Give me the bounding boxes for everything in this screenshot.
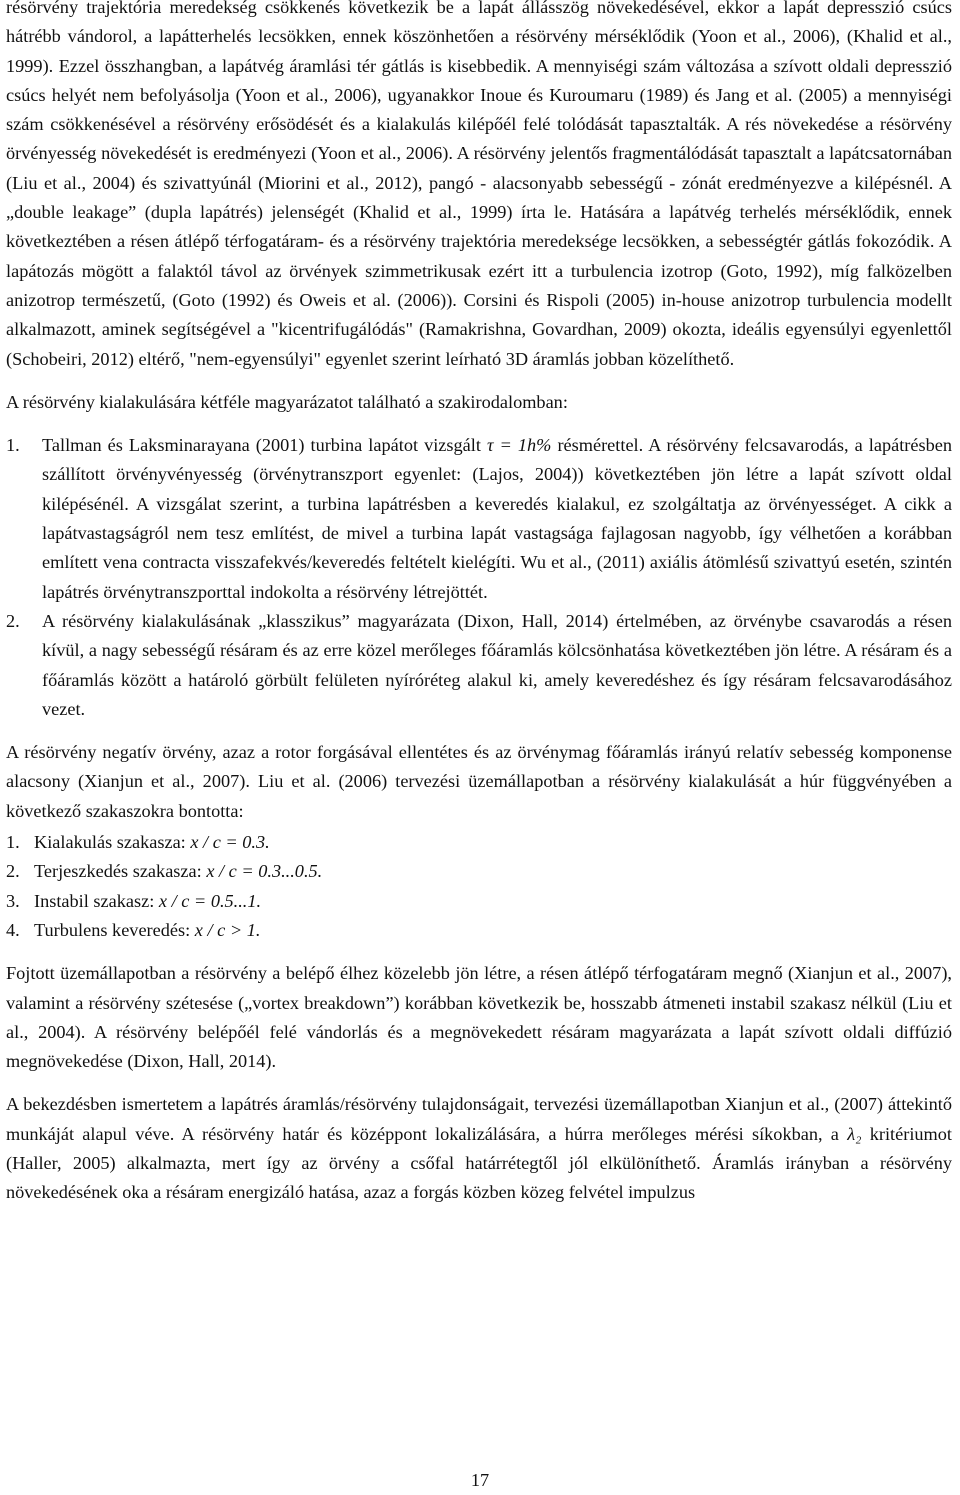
stage-item <box>6 828 952 857</box>
paragraph-text-before: A bekezdésben ismertetem a lapátrés áramlás/résörvény tulajdonságait, tervezési üzemállapotban Xianjun et al., (2007) áttekintő munkáját alapul véve. A résörvény határ és középpont lokalizálására, a húrra merőleges mérési síkokban, a <box>6 1094 952 1144</box>
text-column <box>6 0 952 1208</box>
list-item <box>6 431 952 607</box>
stage-formula: x / c = 0.3. <box>190 832 270 853</box>
list-item-text-before: Tallman és Laksminarayana (2001) turbina lapátot vizsgált <box>42 435 481 456</box>
paragraph-throttled-operation: Fojtott üzemállapotban a résörvény a belépő élhez közelebb jön létre, a résen átlépő térfogatáram megnő (Xianjun et al., 2007), valamint a résörvény szétesése („vortex breakdown”) korábban következik be, hosszabb átmeneti instabil szakasz nélkül (Liu et al., 2004). A résörvény belépőél felé vándorlás és a megnövekedett résáram magyarázata a lapát szívott oldali diffúzió megnövekedése (Dixon, Hall, 2014). <box>6 963 952 1072</box>
stage-item <box>6 887 952 916</box>
paragraph-section-summary <box>6 1090 952 1207</box>
page-number: 17 <box>470 1470 490 1490</box>
paragraph-text-after: kritériumot (Haller, 2005) alkalmazta, mert így az örvény a csőfal határrétegtől jól elkülöníthető. Áramlás irányban a résörvény növekedésének oka a résáram energizáló hatása, azaz a forgás közben közeg felvétel impulzus <box>6 1123 952 1203</box>
paragraph-tip-vortex-literature: résörvény trajektória meredekség csökkenés következik be a lapát állásszög növekedésével, ekkor a lapát depresszió csúcs hátrébb vándorol, a lapátterhelés lecsökken, ennek köszönhetően a résörvény mérséklődik (Yoon et al., 2006), (Khalid et al., 1999). Ezzel összhangban, a lapátvég áramlási tér gátlás is kisebbedik. A mennyiségi szám változása a szívott oldali depresszió csúcs helyét nem befolyásolja (Yoon et al., 2006), ugyanakkor Inoue és Kuroumaru (1989) és Jang et al. (2005) a mennyiségi szám csökkenésével a résörvény erősödését és a kialakulás kilépőél felé tolódását tapasztalták. A rés növekedése a résörvény örvényesség növekedését is eredményezi (Yoon et al., 2006). A résörvény jelentős fragmentálódását tapasztalt a lapátcsatornában (Liu et al., 2004) és szivattyúnál (Miorini et al., 2012), pangó - alacsonyabb sebességű - zónát eredményezve a kilépésnél. A „double leakage” (dupla lapátrés) jelenségét (Khalid et al., 1999) írta le. Hatására a lapátvég terhelés mérséklődik, ennek következtében a résen átlépő térfogatáram- és a résörvény trajektória meredeksége lecsökken, a sebességtér gátlás fokozódik. A lapátozás mögött a falaktól távol az örvények szimmetrikusak ezért itt a turbulencia izotrop (Goto, 1992), míg falközelben anizotrop természetű, (Goto (1992) és Oweis et al. (2006)). Corsini és Rispoli (2005) in-house anizotrop turbulencia modellt alkalmazott, aminek segítségével a "kicentrifugálódás" (Ramakrishna, Govardhan, 2009) okozta, ideális egyensúlyi egyenlettől (Schobeiri, 2012) eltérő, "nem-egyensúlyi" egyenlet szerint leírható 3D áramlás jobban közelíthető. <box>6 0 952 369</box>
stage-number: 3. <box>6 890 20 911</box>
stage-formula: x / c = 0.5...1. <box>158 890 262 911</box>
explanations-list <box>6 431 952 724</box>
list-item-text: A résörvény kialakulásának „klasszikus” magyarázata (Dixon, Hall, 2014) értelmében, az örvénybe csavarodás a résen kívül, a nagy sebességű résáram és az erre közel merőleges főáramlás kölcsönhatása következtében jön létre. A résáram és a főáramlás között a határoló görbült felületen nyíróréteg alakul ki, amely keveredéshez és így résáram felcsavarodásához vezet. <box>42 610 952 719</box>
stage-label: Turbulens keveredés: <box>34 919 191 940</box>
gap-size-formula: τ = 1h% <box>486 435 552 456</box>
stage-label: Instabil szakasz: <box>34 890 155 911</box>
stage-label: Kialakulás szakasza: <box>34 832 186 853</box>
list-item <box>6 607 952 724</box>
stage-number: 2. <box>6 861 20 882</box>
vortex-stages-list <box>6 828 952 945</box>
stage-formula: x / c > 1. <box>194 919 261 940</box>
list-item-number: 1. <box>6 435 20 456</box>
stage-item <box>6 916 952 945</box>
list-item-number: 2. <box>6 610 20 631</box>
stage-label: Terjeszkedés szakasza: <box>34 861 202 882</box>
paragraph-negative-vortex: A résörvény negatív örvény, azaz a rotor forgásával ellentétes és az örvénymag főáramlás irányú relatív sebesség komponense alacsony (Xianjun et al., 2007). Liu et al. (2006) tervezési üzemállapotban a résörvény kialakulását a húr függvényében a következő szakaszokra bontotta: <box>6 742 952 821</box>
list-item-text-after: résmérettel. A résörvény felcsavarodás, a lapátrésben szállított örvényvényesség (örvénytranszport egyenlet: (Lajos, 2004)) következtében jön létre a lapát szívott oldal kilépésénél. A vizsgálat szerint, a turbina lapátrésben a keveredés kialakul, ez szolgáltatja az örvényességet. A cikk a lapátvastagságról nem tesz említést, de mivel a turbina lapát vastagsága fajlagosan nagyobb, így vélhetően a korábban említett vena contracta visszafekvés/keveredés feltételt kielégíti. Wu et al., (2011) axiális átömlésű szivattyú esetén, szintén lapátrés örvénytranszporttal indokolta a résörvény létrejöttét. <box>42 435 952 602</box>
stage-item <box>6 857 952 886</box>
paragraph-explanations-intro: A résörvény kialakulására kétféle magyarázatot található a szakirodalomban: <box>6 391 568 412</box>
stage-number: 4. <box>6 919 20 940</box>
lambda2-symbol: λ₂ <box>847 1123 862 1144</box>
stage-number: 1. <box>6 832 20 853</box>
stage-formula: x / c = 0.3...0.5. <box>206 861 323 882</box>
